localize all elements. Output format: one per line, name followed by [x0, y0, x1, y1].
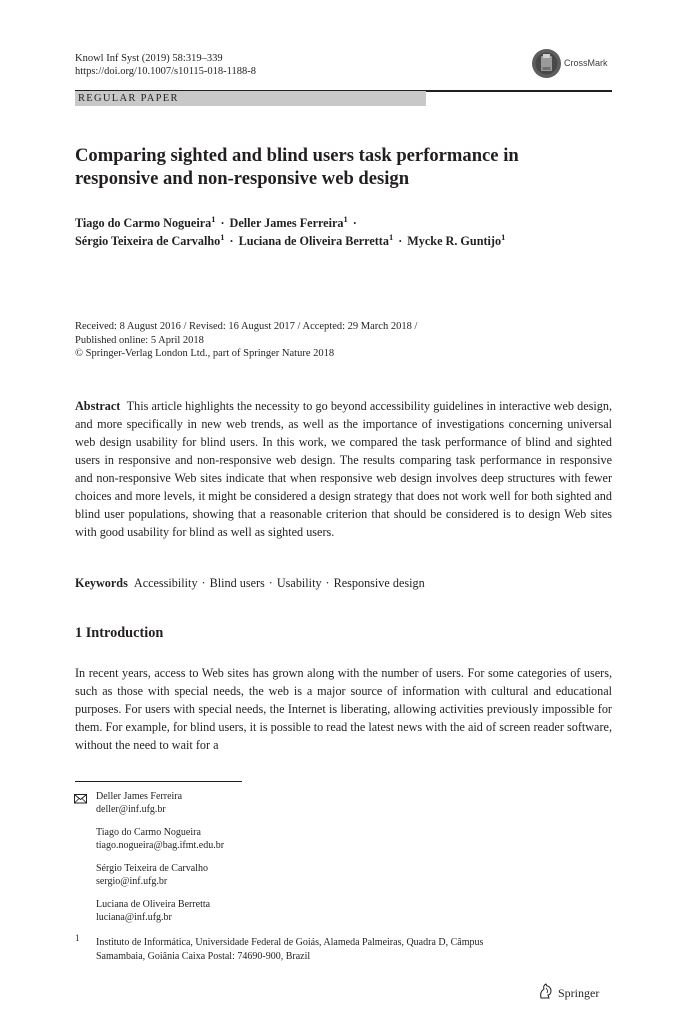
crossmark-icon	[532, 49, 561, 78]
doi-link[interactable]: https://doi.org/10.1007/s10115-018-1188-8	[75, 66, 257, 77]
author-name[interactable]: Luciana de Oliveira Berretta	[238, 234, 389, 248]
affiliation-line-2: Samambaia, Goiânia Caixa Postal: 74690-900, Brazil	[96, 950, 311, 962]
publisher-mark	[538, 983, 599, 1003]
keywords	[75, 575, 612, 591]
paper-type-badge: REGULAR PAPER	[75, 91, 426, 106]
contact-email[interactable]: luciana@inf.ufg.br	[96, 912, 172, 923]
title-line-2: responsive and non-responsive web design	[75, 168, 410, 189]
journal-line: Knowl Inf Syst (2019) 58:319–339	[75, 53, 223, 64]
springer-logo-icon	[538, 983, 554, 1004]
abstract	[75, 397, 612, 541]
author-affil: 1	[343, 214, 348, 224]
contact-entry	[96, 826, 224, 852]
contact-name: Luciana de Oliveira Berretta	[96, 899, 211, 910]
keyword: Accessibility	[133, 576, 198, 590]
dates-line-1: Received: 8 August 2016 / Revised: 16 August 2017 / Accepted: 29 March 2018 /	[75, 321, 418, 332]
contact-email[interactable]: sergio@inf.ufg.br	[96, 876, 168, 887]
abstract-label: Abstract	[75, 399, 121, 413]
author-name[interactable]: Mycke R. Guntijo	[407, 234, 502, 248]
title-line-1: Comparing sighted and blind users task performance in	[75, 145, 519, 166]
author-name[interactable]: Sérgio Teixeira de Carvalho	[75, 234, 221, 248]
section-body: In recent years, access to Web sites has grown along with the number of users. For some categories of users, such as those with special needs, the web is a major source of information with cultural and educational purposes. For users with special needs, the Internet is liberating, allowing activities previously impossible for them. For example, for blind users, it is possible to read the latest news with the aid of screen reader software, without the need to wait for a	[75, 666, 612, 753]
author-separator: ·	[220, 216, 225, 230]
author-separator: ·	[352, 216, 357, 230]
keyword-separator: ·	[268, 576, 273, 590]
envelope-icon	[74, 791, 88, 809]
dates-line-2: Published online: 5 April 2018	[75, 334, 204, 346]
crossmark-badge[interactable]	[532, 46, 612, 80]
authors-line-1	[75, 214, 635, 232]
contact-email[interactable]: deller@inf.ufg.br	[96, 804, 166, 815]
author-name[interactable]: Tiago do Carmo Nogueira	[75, 216, 212, 230]
author-affil: 1	[388, 232, 394, 242]
keyword-separator: ·	[325, 576, 330, 590]
journal-citation	[75, 52, 256, 78]
authors-line-2	[75, 232, 635, 250]
contact-entry	[96, 790, 182, 816]
affiliation-line-1: Instituto de Informática, Universidade Federal de Goiás, Alameda Palmeiras, Quadra D, Câmpus	[96, 937, 484, 948]
keyword: Responsive design	[333, 576, 425, 590]
author-separator: ·	[398, 234, 403, 248]
keywords-label: Keywords	[75, 576, 128, 590]
copyright-line: © Springer-Verlag London Ltd., part of Springer Nature 2018	[75, 348, 335, 359]
author-separator: ·	[229, 234, 234, 248]
author-list	[75, 214, 635, 250]
contact-entry	[96, 862, 208, 888]
footnote-rule	[75, 781, 242, 782]
affiliation-number: 1	[75, 933, 80, 943]
contact-name: Tiago do Carmo Nogueira	[96, 827, 201, 838]
author-affil: 1	[220, 232, 225, 242]
contact-name: Sérgio Teixeira de Carvalho	[96, 863, 208, 874]
publication-history	[75, 320, 615, 361]
publisher-name: Springer	[558, 985, 600, 1000]
keyword-separator: ·	[201, 576, 206, 590]
keyword: Blind users	[209, 576, 265, 590]
author-affil: 1	[501, 232, 506, 242]
affiliation	[96, 936, 616, 963]
abstract-text: This article highlights the necessity to go beyond accessibility guidelines in interactive web design, and more specifically in new web trends, as well as the importance of investigations concerning universal web design usability for blind users. In this work, we compared the task performance of blind and sighted users in responsive and non-responsive web design. The results comparing task performance in responsive and non-responsive Web sites indicate that when responsive web design involves deep structures with fewer choices and more levels, it might be considered a design strategy that does not work well for both sighted and blind user populations, showing that a reasonable criterion that should be considered is to design Web sites with good usability for blind as well as sighted users.	[75, 399, 612, 540]
keyword: Usability	[276, 576, 322, 590]
contact-name: Deller James Ferreira	[96, 791, 183, 802]
author-affil: 1	[211, 214, 216, 224]
author-name[interactable]: Deller James Ferreira	[229, 216, 344, 230]
section-heading: 1 Introduction	[75, 625, 164, 641]
paper-title	[75, 144, 615, 190]
contact-email[interactable]: tiago.nogueira@bag.ifmt.edu.br	[96, 840, 225, 851]
contact-entry	[96, 898, 210, 924]
crossmark-label: CrossMark	[564, 58, 608, 68]
